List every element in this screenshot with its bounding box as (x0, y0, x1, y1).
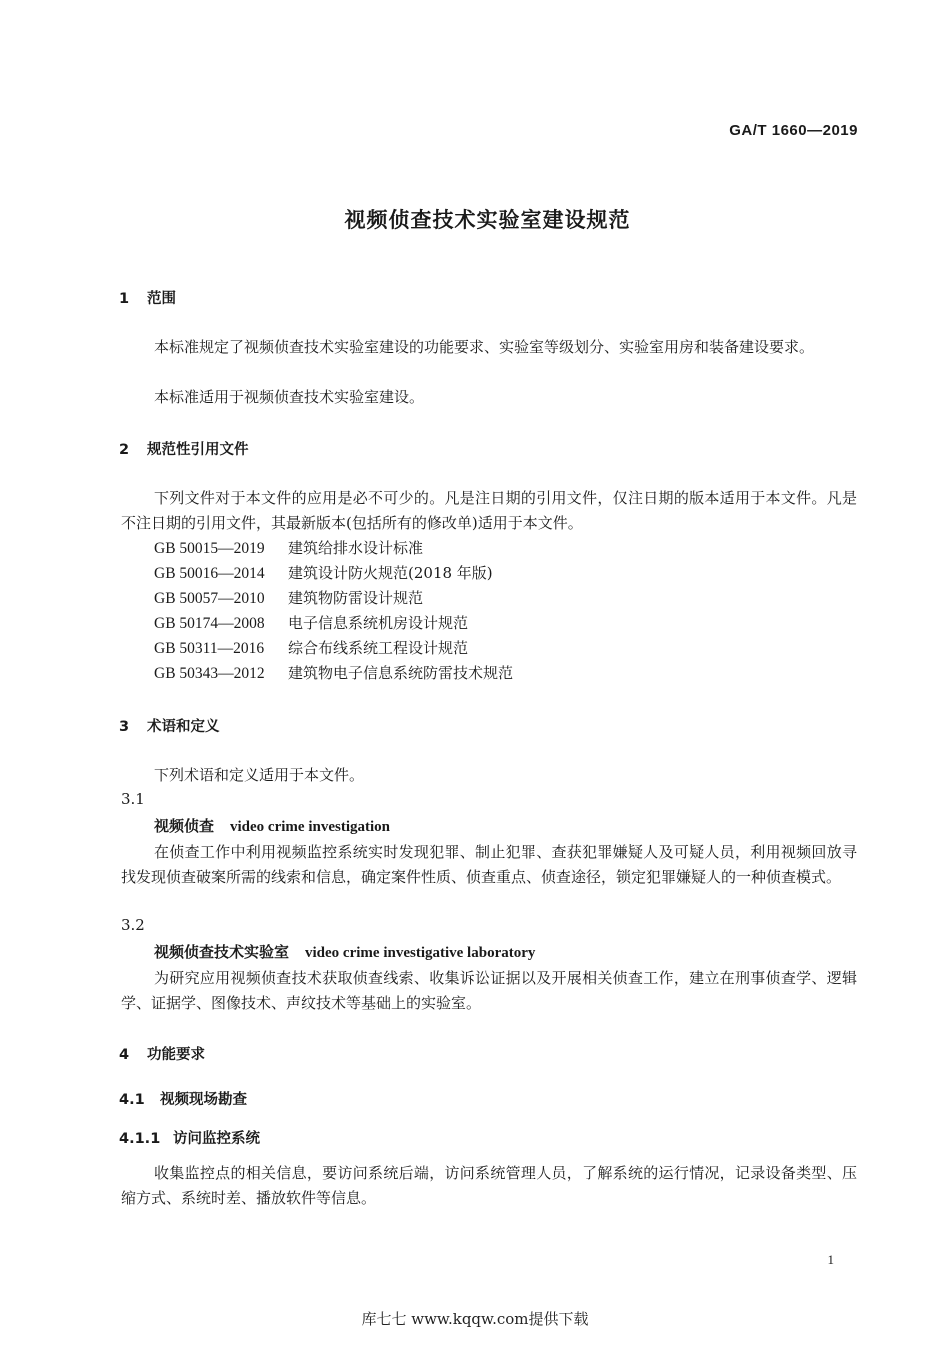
reference-code: GB 50174—2008 (154, 615, 265, 632)
reference-code: GB 50015—2019 (154, 540, 265, 557)
reference-item (154, 637, 468, 658)
reference-title: 电子信息系统机房设计规范 (288, 614, 469, 632)
reference-title: 建筑设计防火规范(2018 年版) (288, 564, 493, 582)
reference-code: GB 50343—2012 (154, 665, 265, 682)
section-3-heading (119, 715, 220, 736)
section-title: 术语和定义 (147, 719, 220, 735)
term-definition: 在侦查工作中利用视频监控系统实时发现犯罪、制止犯罪、查获犯罪嫌疑人及可疑人员，利用视频回放寻找发现侦查破案所需的线索和信息，确定案件性质、侦查重点、侦查途径，锁定犯罪嫌疑人的一种侦查模式。 (121, 843, 857, 886)
reference-title: 综合布线系统工程设计规范 (288, 639, 469, 657)
section-number: 2 (119, 442, 130, 458)
section-title: 功能要求 (147, 1047, 205, 1063)
page-number: 1 (827, 1252, 834, 1267)
term-title (154, 941, 535, 962)
subsection-number: 4.1 (119, 1092, 145, 1108)
term-zh: 视频侦查技术实验室 (154, 943, 290, 961)
subsection-4-1-heading (119, 1088, 247, 1109)
reference-item (154, 537, 423, 558)
standard-code: GA/T 1660—2019 (729, 122, 858, 139)
reference-item (154, 562, 493, 583)
subsection-number: 4.1.1 (119, 1131, 161, 1147)
reference-item (154, 662, 513, 683)
reference-code: GB 50057—2010 (154, 590, 265, 607)
reference-code: GB 50016—2014 (154, 565, 265, 582)
section-number: 4 (119, 1047, 130, 1063)
section-title: 范围 (147, 291, 176, 307)
reference-item (154, 587, 423, 608)
section-title: 规范性引用文件 (147, 442, 249, 458)
subsection-4-1-1-paragraph: 收集监控点的相关信息，要访问系统后端，访问系统管理人员，了解系统的运行情况，记录设备类型、压缩方式、系统时差、播放软件等信息。 (121, 1164, 857, 1207)
reference-item (154, 612, 468, 633)
term-number: 3.1 (121, 790, 145, 808)
section-2-heading (119, 438, 249, 459)
reference-code: GB 50311—2016 (154, 640, 265, 657)
section-1-heading (119, 287, 176, 308)
section-3-intro: 下列术语和定义适用于本文件。 (154, 766, 365, 784)
term-definition: 为研究应用视频侦查技术获取侦查线索、收集诉讼证据以及开展相关侦查工作，建立在刑事侦查学、逻辑学、证据学、图像技术、声纹技术等基础上的实验室。 (121, 969, 857, 1012)
term-zh: 视频侦查 (154, 817, 215, 835)
subsection-4-1-1-heading (119, 1127, 260, 1148)
section-1-paragraph-1: 本标准规定了视频侦查技术实验室建设的功能要求、实验室等级划分、实验室用房和装备建设要求。 (154, 338, 815, 356)
download-footer: 库七七 www.kqqw.com提供下载 (361, 1310, 589, 1328)
reference-title: 建筑物电子信息系统防雷技术规范 (288, 664, 514, 682)
section-number: 1 (119, 291, 130, 307)
term-en: video crime investigation (230, 819, 390, 835)
section-2-intro: 下列文件对于本文件的应用是必不可少的。凡是注日期的引用文件，仅注日期的版本适用于本文件。凡是不注日期的引用文件，其最新版本(包括所有的修改单)适用于本文件。 (121, 489, 857, 532)
section-number: 3 (119, 719, 130, 735)
term-number: 3.2 (121, 916, 145, 934)
section-1-paragraph-2: 本标准适用于视频侦查技术实验室建设。 (154, 388, 425, 406)
subsection-title: 访问监控系统 (173, 1131, 260, 1147)
subsection-title: 视频现场勘查 (160, 1092, 247, 1108)
term-title (154, 815, 390, 836)
term-en: video crime investigative laboratory (305, 945, 536, 961)
document-title: 视频侦查技术实验室建设规范 (344, 208, 631, 232)
section-4-heading (119, 1043, 205, 1064)
reference-title: 建筑给排水设计标准 (288, 539, 424, 557)
reference-title: 建筑物防雷设计规范 (288, 589, 424, 607)
